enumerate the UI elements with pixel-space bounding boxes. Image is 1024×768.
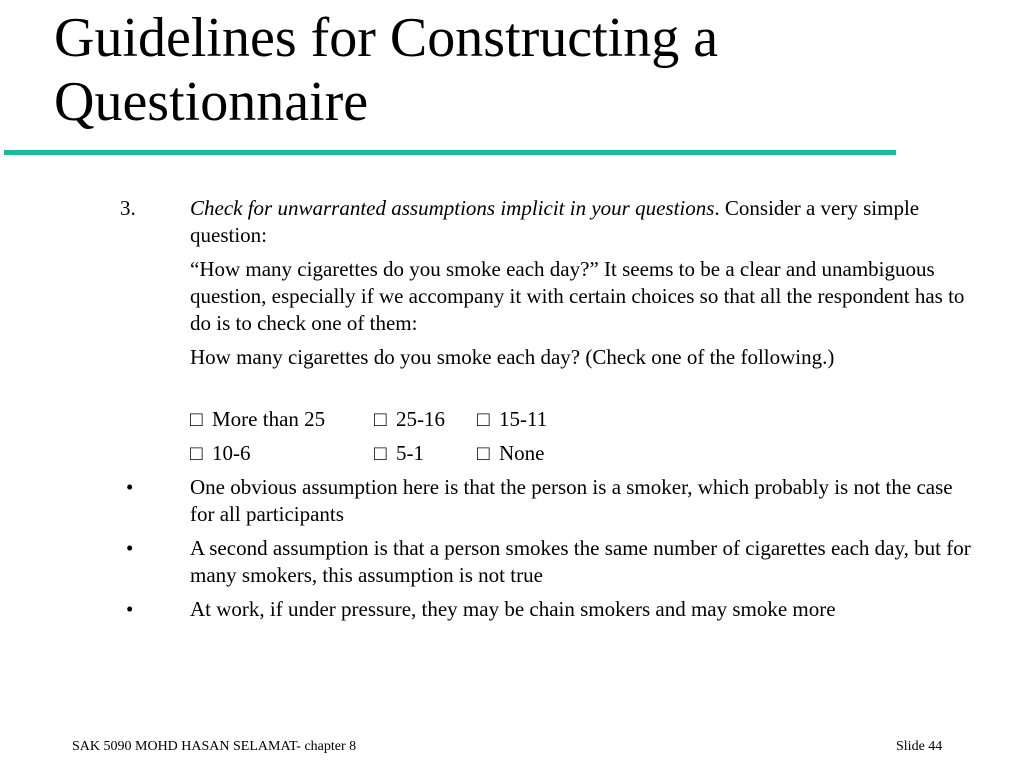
- choice-5-1: [374, 440, 424, 467]
- footer-course-info: SAK 5090 MOHD HASAN SELAMAT- chapter 8: [72, 739, 357, 754]
- checkbox-icon: □: [190, 407, 203, 431]
- choice-label: 15-11: [499, 407, 548, 431]
- choice-label: 5-1: [396, 441, 424, 465]
- slide-title-line-1: Guidelines for Constructing a: [54, 7, 719, 69]
- choice-15-11: [477, 406, 547, 433]
- choice-none: [477, 440, 545, 467]
- point-3-lead-rest: . Consider a very simple question:: [190, 196, 920, 247]
- choice-label: 10-6: [212, 441, 251, 465]
- bullet-text: A second assumption is that a person smokes the same number of cigarettes each day, but for many smokers, this assumption is not true: [190, 536, 971, 587]
- footer-slide-number: Slide 44: [896, 739, 943, 754]
- title-divider: [4, 150, 896, 155]
- checkbox-icon: □: [477, 407, 490, 431]
- choice-more-than-25: [190, 406, 325, 433]
- checkbox-icon: □: [374, 441, 387, 465]
- checkbox-icon: □: [374, 407, 387, 431]
- example-question: How many cigarettes do you smoke each day? (Check one of the following.): [190, 345, 835, 369]
- checkbox-icon: □: [190, 441, 203, 465]
- choice-label: None: [499, 441, 545, 465]
- choice-label: More than 25: [212, 407, 326, 431]
- choice-10-6: [190, 440, 251, 467]
- point-3-text: [190, 195, 980, 249]
- bullet-text: One obvious assumption here is that the person is a smoker, which probably is not the case for all participants: [190, 475, 953, 526]
- choice-label: 25-16: [396, 407, 445, 431]
- example-question-intro: “How many cigarettes do you smoke each day?” It seems to be a clear and unambiguous question, especially if we accompany it with certain choices so that all the respondent has to do is to check one of them:: [190, 257, 965, 335]
- bullet-text: At work, if under pressure, they may be chain smokers and may smoke more: [190, 597, 836, 621]
- point-3-marker: 3.: [120, 196, 136, 220]
- checkbox-icon: □: [477, 441, 490, 465]
- slide-title: [54, 6, 954, 134]
- choice-25-16: [374, 406, 445, 433]
- bullet-icon: •: [126, 597, 134, 621]
- slide-title-line-2: Questionnaire: [54, 71, 369, 133]
- bullet-icon: •: [126, 536, 134, 560]
- point-3-italic-lead: Check for unwarranted assumptions implicit in your questions: [190, 196, 715, 220]
- bullet-icon: •: [126, 475, 134, 499]
